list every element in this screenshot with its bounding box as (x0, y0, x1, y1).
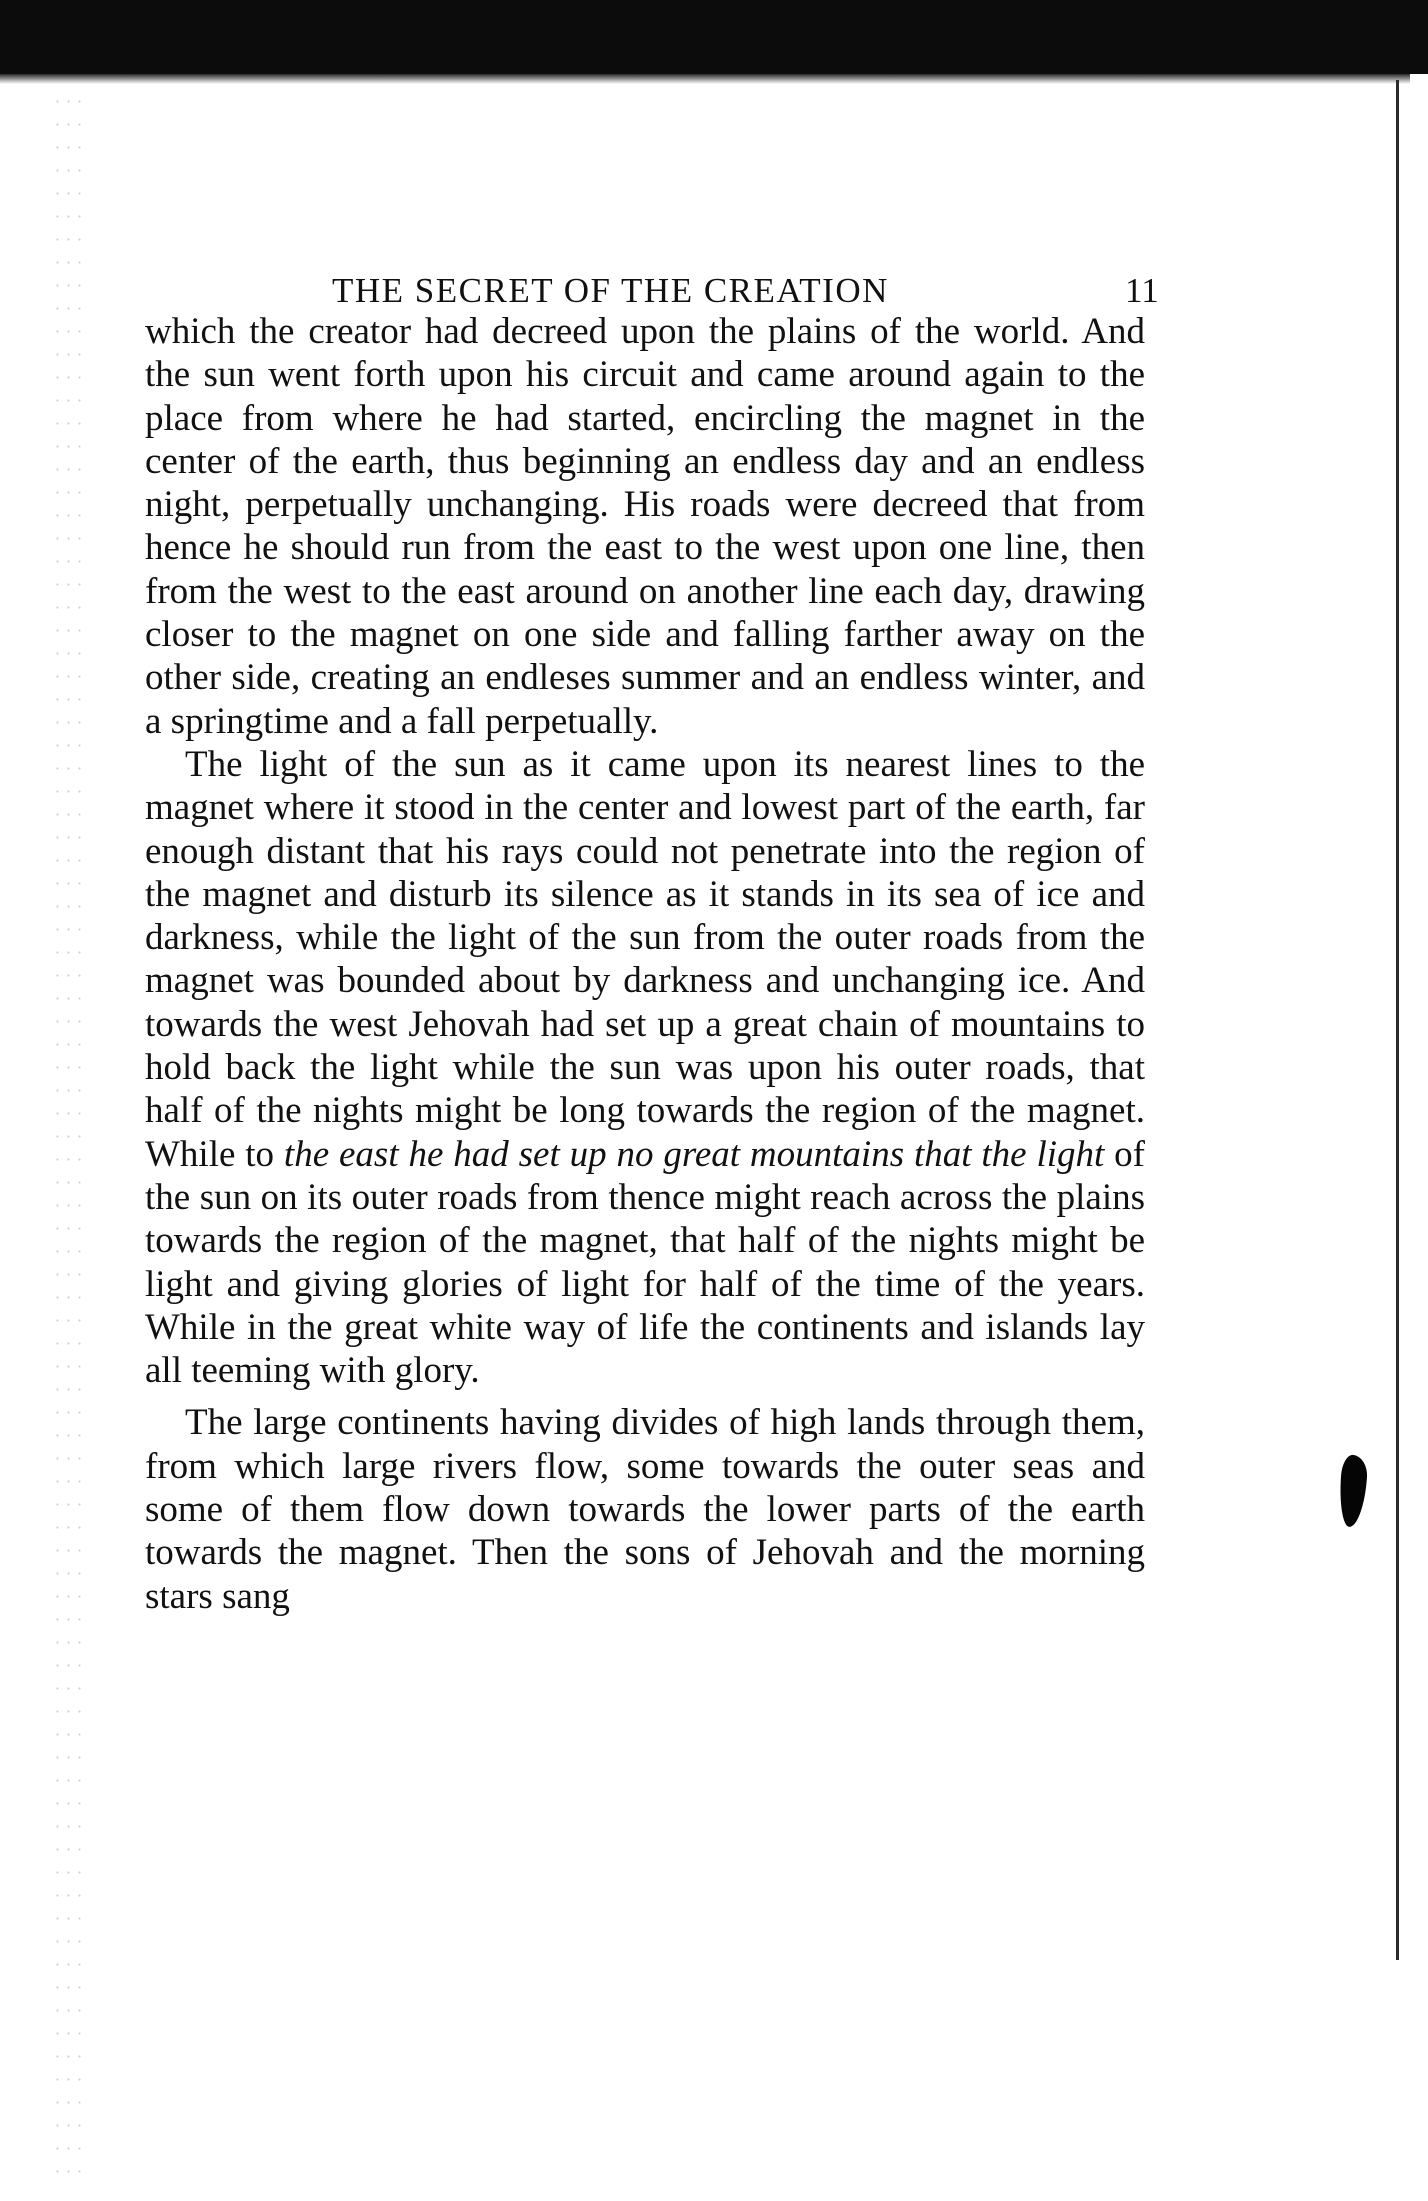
ink-blot-mark (1338, 1454, 1369, 1528)
paragraph-2-italic-line: the east he had set up no great mountains that the light (283, 1133, 1105, 1175)
page-body (145, 310, 1145, 1618)
paragraph-1: which the creator had decreed upon the plains of the world. And the sun went forth upon his circuit and came around again to the place from where he had started, encircling the magnet in the center of the earth, thus beginning an endless day and an endless night, perpetually unchanging. His roads were decreed that from hence he should run from the east to the west upon one line, then from the west to the east around on another line each day, drawing closer to the magnet on one side and falling farther away on the other side, creating an endleses summer and an endless winter, and a springtime and a fall perpetually. (145, 311, 1145, 742)
paragraph-2-text-start: The light of the sun as it came upon its nearest lines to the magnet where it stood in the center and lowest part of the earth, far enough distant that his rays could not penetrate into the region of the magnet and disturb its silence as it stands in its sea of ice and darkness, while the light of the sun from the outer roads from the magnet was bounded about by darkness and unchanging ice. And towards the west Jehovah had set up a great chain of mountains to hold back the light while the sun was upon his outer roads, that half of the nights might be long towards the region of the magnet. While to (145, 743, 1145, 1175)
paragraph-2 (145, 743, 1145, 1392)
scan-top-shadow (0, 74, 1410, 84)
paragraph-3: The large continents having divides of high lands through them, from which large rivers flow, some towards the outer seas and some of them flow down towards the lower parts of the earth towards the magnet. Then the sons of Jehovah and the morning stars sang (145, 1402, 1145, 1617)
running-header: THE SECRET OF THE CREATION (332, 271, 889, 310)
scan-top-border (0, 0, 1428, 74)
paragraph-2-text-end: of the sun on its outer roads from thence might reach across the plains towards the region of the magnet, that half of the nights might be light and giving glories of light for half of the time of the years. While in the great white way of life the continents and islands lay all teeming with glory. (145, 1133, 1145, 1392)
scan-right-edge (1396, 80, 1399, 1960)
scan-binding-speckle (52, 90, 82, 2190)
page-number: 11 (1125, 271, 1159, 310)
